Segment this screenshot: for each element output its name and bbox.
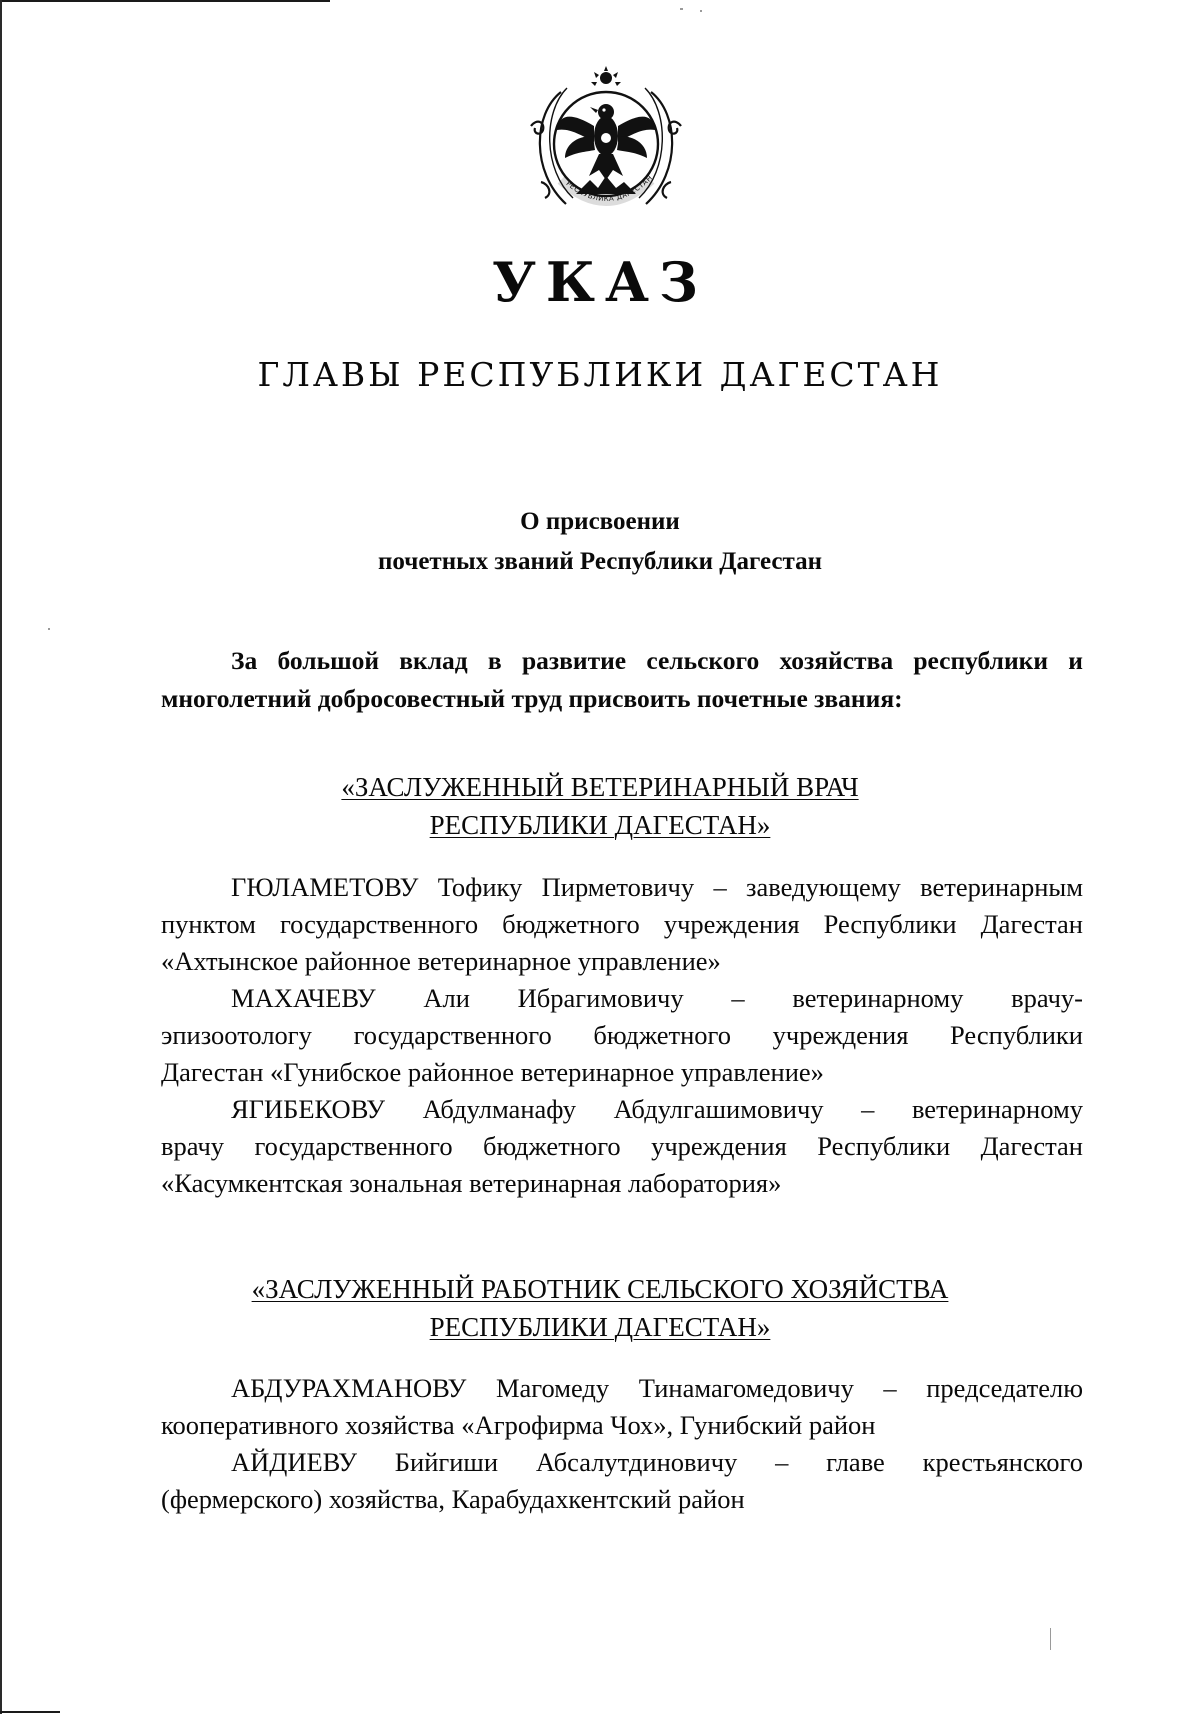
decree-heading [0, 502, 1200, 582]
heading-line-1: О присвоении [520, 508, 680, 535]
preamble [161, 642, 1083, 718]
entry-line: АБДУРАХМАНОВУ Магомеду Тинамагомедовичу – председателю [231, 1373, 1083, 1403]
preamble-line-1: За большой вклад в развитие сельского хозяйства республики и [231, 646, 1083, 675]
scan-speck [700, 10, 702, 12]
award-entry [161, 980, 1083, 1091]
entry-line: «Ахтынское районное ветеринарное управление» [161, 946, 721, 976]
section-title-line-2: РЕСПУБЛИКИ ДАГЕСТАН» [429, 1312, 771, 1342]
section-entries-agriculture [161, 1370, 1083, 1518]
scan-speck [680, 8, 683, 10]
entry-line: пунктом государственного бюджетного учреждения Республики Дагестан [161, 909, 1083, 939]
entry-line: ГЮЛАМЕТОВУ Тофику Пирметовичу – заведующему ветеринарным [231, 872, 1083, 902]
section-title-line-1: «ЗАСЛУЖЕННЫЙ РАБОТНИК СЕЛЬСКОГО ХОЗЯЙСТВА [251, 1274, 949, 1304]
entry-line: врачу государственного бюджетного учреждения Республики Дагестан [161, 1131, 1083, 1161]
preamble-line-2: многолетний добросовестный труд присвоить почетные звания: [161, 684, 903, 713]
award-entry [161, 869, 1083, 980]
heading-line-2: почетных званий Республики Дагестан [377, 548, 822, 575]
section-title-line-2: РЕСПУБЛИКИ ДАГЕСТАН» [429, 810, 771, 840]
entry-line: эпизоотологу государственного бюджетного учреждения Республики [161, 1020, 1083, 1050]
svg-text:РЕСПУБЛИКА ДАГЕСТАН: РЕСПУБЛИКА ДАГЕСТАН [564, 173, 655, 204]
award-entry [161, 1444, 1083, 1518]
scan-edge-bottom [0, 1711, 60, 1713]
entry-line: «Касумкентская зональная ветеринарная лаборатория» [161, 1168, 782, 1198]
document-subtitle: ГЛАВЫ РЕСПУБЛИКИ ДАГЕСТАН [257, 355, 943, 394]
scan-edge-top [0, 0, 330, 2]
award-entry [161, 1370, 1083, 1444]
scan-speck [1050, 1628, 1051, 1650]
entry-line: МАХАЧЕВУ Али Ибрагимовичу – ветеринарному врачу- [231, 983, 1083, 1013]
section-entries-veterinary [161, 869, 1083, 1202]
entry-line: (фермерского) хозяйства, Карабудахкентский район [161, 1484, 745, 1514]
entry-line: АЙДИЕВУ Бийгиши Абсалутдиновичу – главе крестьянского [231, 1447, 1083, 1477]
entry-line: Дагестан «Гунибское районное ветеринарное управление» [161, 1057, 824, 1087]
section-title-line-1: «ЗАСЛУЖЕННЫЙ ВЕТЕРИНАРНЫЙ ВРАЧ [341, 772, 859, 802]
entry-line: ЯГИБЕКОВУ Абдулманафу Абдулгашимовичу – ветеринарному [231, 1094, 1083, 1124]
award-entry [161, 1091, 1083, 1202]
entry-line: кооперативного хозяйства «Агрофирма Чох», Гунибский район [161, 1410, 876, 1440]
dagestan-emblem [521, 62, 691, 226]
scan-speck [48, 628, 50, 630]
section-title-veterinary [0, 768, 1200, 844]
document-title: УКАЗ [492, 250, 708, 314]
section-title-agriculture [0, 1270, 1200, 1346]
